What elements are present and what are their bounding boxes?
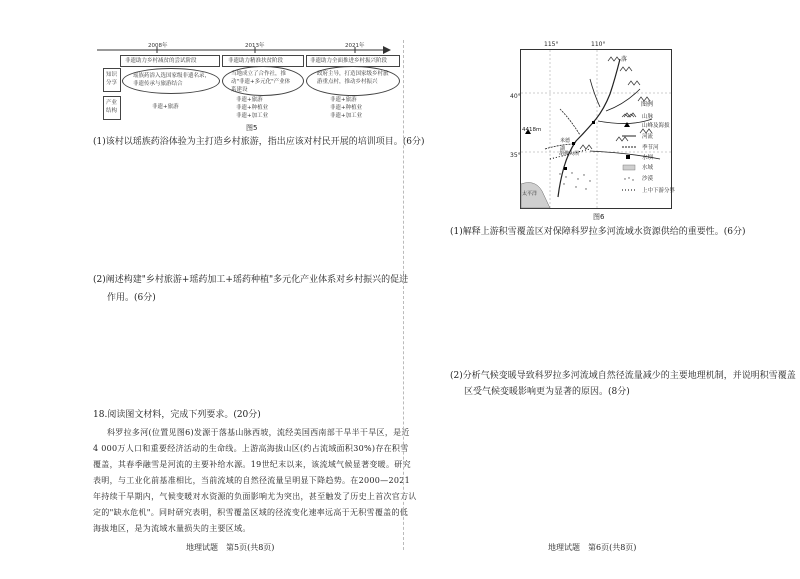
legend-item: 水坝	[642, 155, 654, 161]
year-2008: 2008年	[148, 43, 168, 49]
left-question-1: (1)该村以瑶族药浴体验为主打造乡村旅游，指出应该对村民开展的培训项目。(6分)	[93, 137, 425, 147]
passage-line: 表明，与工业化前基准相比，当前流域的自然径流量呈明显下降趋势。在2000—2021	[93, 476, 411, 485]
passage-line: 科罗拉多河(位置见图6)发源于落基山脉西坡，流经美国西南部干旱半干旱区，是近	[107, 428, 410, 437]
passage-line: 定的"缺水危机"。同时研究表明，积雪覆盖区域的径流变化速率远高于无积雪覆盖的低	[93, 508, 409, 517]
row2-cell-3: 非遗+旅游 非遗+种植业 非遗+加工业	[306, 96, 398, 120]
row1-label-box: 知识 分享	[103, 68, 121, 92]
place-label-top: 落	[621, 56, 628, 63]
row2-cell-1: 非遗+旅游	[122, 96, 218, 118]
sea-label: 太平洋	[522, 191, 538, 197]
legend-item: 山峰及海拔	[642, 123, 670, 129]
lon-label-110: 110°	[591, 41, 606, 48]
row1-ellipse-3: 政府主导，打造国家级乡村旅游重点村，推动乡村振兴	[306, 66, 400, 96]
legend-item: 河流	[642, 134, 654, 140]
right-footer: 地理试题 第6页(共8页)	[548, 543, 637, 552]
legend-item: 沙漠	[642, 176, 654, 182]
right-question-2-line2: 区受气候变暖影响更为显著的原因。(8分)	[464, 387, 630, 397]
legend-item: 水域	[642, 165, 654, 171]
lon-label-115: 115°	[544, 41, 559, 48]
year-2013: 2013年	[245, 43, 265, 49]
place-label-dam: 胡佛大坝	[559, 151, 580, 157]
lat-label-35: 35°	[510, 152, 521, 159]
figure-6-caption: 图6	[593, 213, 605, 221]
right-question-2-line1: (2)分析气候变暖导致科罗拉多河流域自然径流量减少的主要地理机制，并说明积雪覆盖	[450, 371, 796, 381]
passage-line: 4 000万人口和重要经济活动的生命线。上游高海拔山区(约占流域面积30%)存在积雪	[93, 444, 409, 453]
question-18-title: 18.阅读图文材料，完成下列要求。(20分)	[93, 410, 261, 420]
lat-label-40: 40°	[510, 93, 521, 100]
legend-symbols	[620, 112, 640, 204]
legend-title: 图例	[641, 101, 654, 108]
page-divider	[403, 40, 404, 550]
legend-item: 季节河	[642, 145, 659, 151]
peak-elevation: 4418m	[522, 127, 542, 133]
year-2021: 2021年	[345, 43, 365, 49]
right-question-1: (1)解释上游积雪覆盖区对保障科罗拉多河流域水资源供给的重要性。(6分)	[450, 227, 746, 237]
stage-box-2: 非遗助力精准扶贫阶段	[222, 55, 304, 67]
passage-line: 覆盖，其春季融雪是河流的主要补给水源。19世纪末以来，该流域气候显著变暖。研究	[93, 460, 411, 469]
legend-item: 上中下游分界	[642, 188, 676, 194]
passage-line: 年持续干旱期内，气候变暖对水资源的负面影响尤为突出，甚至触发了历史上首次官方认	[93, 492, 417, 501]
place-label-lake: 米德湖	[560, 138, 571, 152]
row1-ellipse-1: 瑶族药浴入选国家级非遗名录，非遗传承与旅游结合	[122, 68, 220, 94]
stage-box-3: 非遗助力全面推进乡村振兴阶段	[306, 55, 400, 67]
passage-line: 海拔地区，是为流域水量损失的主要区域。	[93, 524, 251, 533]
row2-cell-2: 非遗+旅游 非遗+种植业 非遗+加工业	[222, 96, 302, 120]
left-footer: 地理试题 第5页(共8页)	[186, 543, 275, 552]
figure-5-caption: 图5	[246, 124, 258, 132]
row1-ellipse-2: 当地成立了合作社，推动"非遗+多元化"产业体系建设	[222, 66, 304, 96]
row2-label-box: 产业 结构	[103, 96, 121, 120]
stage-box-1: 非遗助力乡村减贫的尝试阶段	[120, 55, 220, 67]
legend-item: 山脉	[642, 114, 654, 120]
left-question-2-line2: 作用。(6分)	[107, 293, 156, 303]
left-question-2-line1: (2)阐述构建"乡村旅游+瑶药加工+瑶药种植"多元化产业体系对乡村振兴的促进	[93, 275, 409, 285]
